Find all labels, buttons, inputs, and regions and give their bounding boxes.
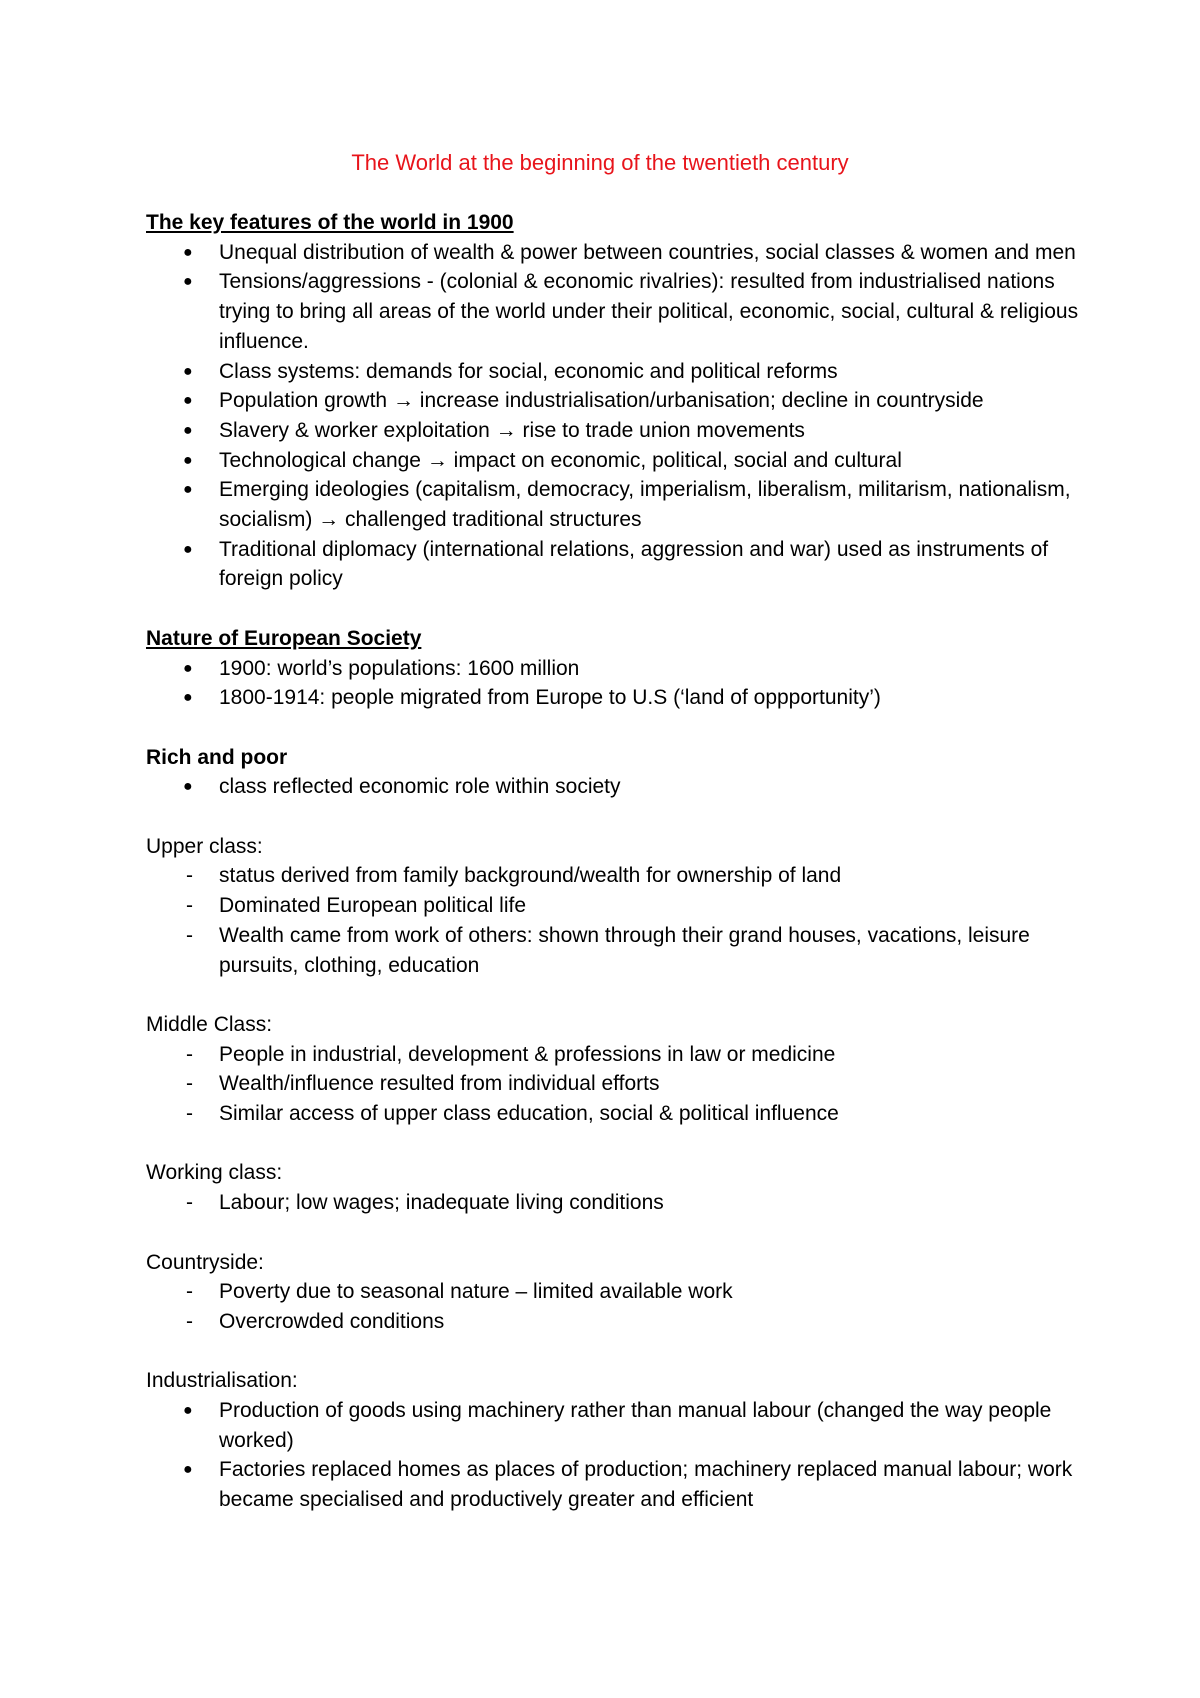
list-item-text: status derived from family background/wealth for ownership of land (219, 864, 842, 888)
list-item-text: Production of goods using machinery rather than manual labour (changed the way people worked) (219, 1399, 1052, 1452)
list-item (146, 861, 1086, 891)
bullet-icon: ● (183, 1461, 193, 1479)
list-item-text: 1900: world’s populations: 1600 million (219, 656, 580, 680)
list-item (146, 654, 1086, 684)
list-item (146, 416, 1086, 446)
bullet-list (146, 238, 1086, 594)
bullet-list (146, 654, 1086, 713)
bullet-icon: ● (183, 392, 193, 410)
bullet-icon: ● (183, 540, 193, 558)
list-item-text: People in industrial, development & professions in law or medicine (219, 1042, 836, 1066)
list-item-text: Technological change → impact on economic, political, social and cultural (219, 448, 902, 472)
list-item-text: Emerging ideologies (capitalism, democracy, imperialism, liberalism, militarism, nationalism, socialism) → challenged traditional structures (219, 478, 1071, 532)
dash-icon: - (186, 1042, 193, 1066)
section-heading: The key features of the world in 1900 (146, 211, 514, 234)
bullet-icon: ● (183, 451, 193, 469)
section-heading: Nature of European Society (146, 626, 422, 650)
dash-icon: - (186, 923, 193, 947)
list-item-text: Population growth → increase industrialisation/urbanisation; decline in countryside (219, 389, 984, 413)
bullet-icon: ● (183, 362, 193, 380)
section-spacer (146, 980, 1086, 1010)
list-item-text: Factories replaced homes as places of production; machinery replaced manual labour; work became specialised and productively greater and efficient (219, 1458, 1073, 1512)
section-spacer (146, 802, 1086, 832)
list-item (146, 446, 1086, 476)
list-item-text: Class systems: demands for social, economic and political reforms (219, 359, 838, 383)
section-spacer (146, 1218, 1086, 1248)
list-item-text: 1800-1914: people migrated from Europe to U.S (‘land of oppportunity’) (219, 686, 881, 710)
bullet-list (146, 1396, 1086, 1515)
bullet-icon: ● (183, 689, 193, 707)
section-spacer (146, 1337, 1086, 1367)
section-heading: Working class: (146, 1161, 283, 1185)
dash-list (146, 1277, 1086, 1336)
dash-list (146, 861, 1086, 980)
list-item (146, 386, 1086, 416)
dash-icon: - (186, 1280, 193, 1304)
list-item-text: Overcrowded conditions (219, 1309, 445, 1333)
section-heading: Middle Class: (146, 1012, 273, 1036)
list-item-text: Traditional diplomacy (international relations, aggression and war) used as instruments of foreign policy (219, 537, 1049, 591)
list-item (146, 1040, 1086, 1070)
section-5 (146, 1158, 1086, 1217)
list-item-text: Wealth came from work of others: shown through their grand houses, vacations, leisure pursuits, clothing, education (219, 923, 1030, 977)
list-item (146, 1069, 1086, 1099)
list-item (146, 891, 1086, 921)
list-item-text: Unequal distribution of wealth & power between countries, social classes & women and men (219, 240, 1076, 264)
list-item (146, 357, 1086, 387)
list-item (146, 1455, 1086, 1514)
bullet-icon: ● (183, 659, 193, 677)
document-body (146, 208, 1086, 1515)
section-0 (146, 208, 1086, 594)
section-7 (146, 1366, 1086, 1515)
list-item (146, 1277, 1086, 1307)
section-heading: Upper class: (146, 834, 263, 858)
dash-icon: - (186, 1102, 193, 1126)
bullet-icon: ● (183, 778, 193, 796)
dash-icon: - (186, 1191, 193, 1215)
dash-icon: - (186, 894, 193, 918)
list-item-text: Poverty due to seasonal nature – limited available work (219, 1280, 733, 1304)
list-item (146, 475, 1086, 534)
list-item-text: Labour; low wages; inadequate living conditions (219, 1191, 664, 1215)
section-3 (146, 832, 1086, 981)
list-item-text: Tensions/aggressions - (colonial & economic rivalries): resulted from industrialised nations trying to bring all areas of the world under their political, economic, social, cultural & religious influence. (219, 270, 1079, 353)
bullet-icon: ● (183, 421, 193, 439)
section-4 (146, 1010, 1086, 1129)
list-item (146, 267, 1086, 356)
list-item (146, 683, 1086, 713)
section-heading: Rich and poor (146, 745, 288, 769)
bullet-icon: ● (183, 481, 193, 499)
list-item (146, 1396, 1086, 1455)
list-item (146, 1099, 1086, 1129)
document-title: The World at the beginning of the twentieth century (351, 150, 849, 175)
list-item (146, 1188, 1086, 1218)
bullet-icon: ● (183, 1402, 193, 1420)
dash-list (146, 1188, 1086, 1218)
bullet-list (146, 772, 1086, 802)
section-spacer (146, 713, 1086, 743)
list-item (146, 238, 1086, 268)
section-6 (146, 1248, 1086, 1337)
list-item (146, 1307, 1086, 1337)
bullet-icon: ● (183, 273, 193, 291)
section-1 (146, 624, 1086, 713)
list-item-text: class reflected economic role within society (219, 775, 621, 799)
section-heading: Industrialisation: (146, 1369, 298, 1393)
list-item (146, 921, 1086, 980)
bullet-icon: ● (183, 243, 193, 261)
section-heading: Countryside: (146, 1250, 264, 1274)
dash-icon: - (186, 864, 193, 888)
list-item-text: Similar access of upper class education, social & political influence (219, 1102, 839, 1126)
section-spacer (146, 594, 1086, 624)
dash-icon: - (186, 1072, 193, 1096)
list-item (146, 772, 1086, 802)
list-item-text: Wealth/influence resulted from individual efforts (219, 1072, 660, 1096)
list-item-text: Slavery & worker exploitation → rise to trade union movements (219, 418, 805, 442)
section-2 (146, 743, 1086, 802)
dash-list (146, 1040, 1086, 1129)
list-item-text: Dominated European political life (219, 894, 527, 918)
list-item (146, 535, 1086, 594)
dash-icon: - (186, 1309, 193, 1333)
section-spacer (146, 1129, 1086, 1159)
